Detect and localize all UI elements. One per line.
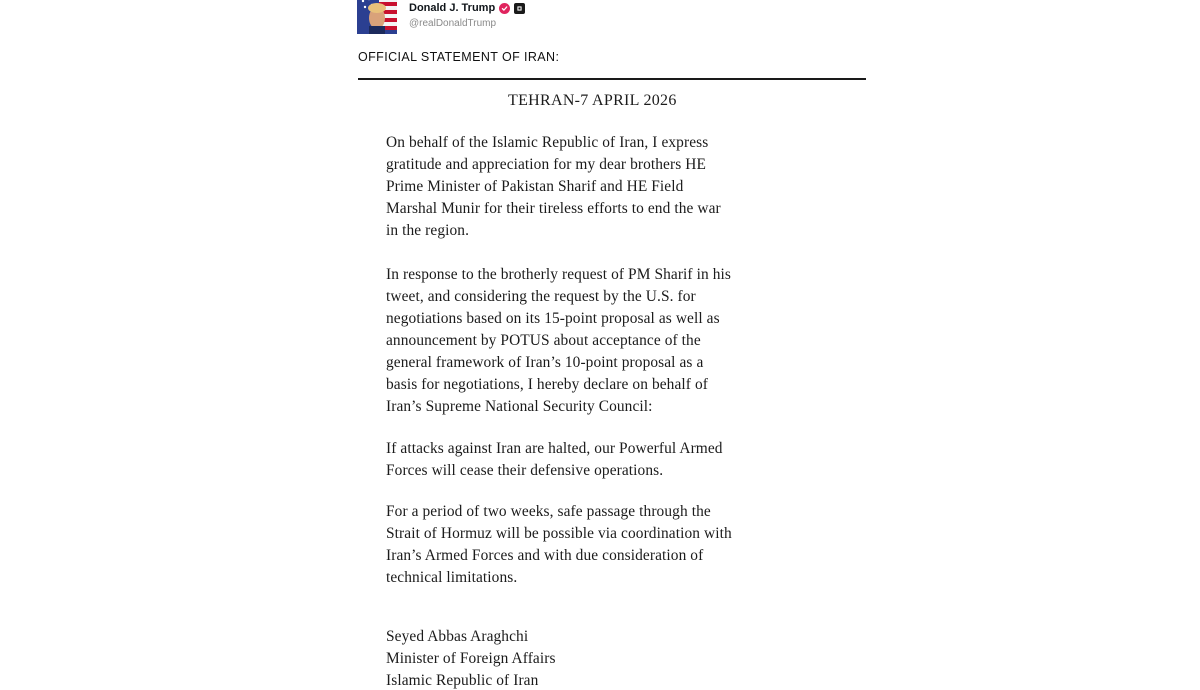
statement-line: On behalf of the Islamic Republic of Iran, I express (386, 134, 708, 152)
author-display-name[interactable]: Donald J. Trump (409, 1, 495, 15)
post-text: OFFICIAL STATEMENT OF IRAN: (358, 49, 559, 65)
verified-check-icon (499, 3, 510, 14)
statement-line: basis for negotiations, I hereby declare on behalf of (386, 376, 708, 394)
statement-line: In response to the brotherly request of PM Sharif in his (386, 266, 731, 284)
statement-line: Prime Minister of Pakistan Sharif and HE Field (386, 178, 683, 196)
affiliate-badge-icon (514, 3, 525, 14)
statement-line: Iran’s Armed Forces and with due consideration of (386, 547, 703, 565)
post-header (357, 0, 877, 36)
signatory-organization: Islamic Republic of Iran (386, 672, 538, 690)
statement-line: announcement by POTUS about acceptance of the (386, 332, 701, 350)
statement-line: tweet, and considering the request by the U.S. for (386, 288, 696, 306)
statement-line: Strait of Hormuz will be possible via coordination with (386, 525, 732, 543)
statement-line: gratitude and appreciation for my dear brothers HE (386, 156, 706, 174)
statement-line: in the region. (386, 222, 469, 240)
statement-line: Forces will cease their defensive operations. (386, 462, 663, 480)
statement-line: Marshal Munir for their tireless efforts to end the war (386, 200, 721, 218)
statement-line: technical limitations. (386, 569, 517, 587)
statement-line: general framework of Iran’s 10-point proposal as a (386, 354, 703, 372)
author-name-row (409, 1, 525, 15)
signatory-name: Seyed Abbas Araghchi (386, 628, 528, 646)
author-handle[interactable]: @realDonaldTrump (409, 17, 496, 30)
avatar[interactable] (357, 0, 397, 34)
statement-line: For a period of two weeks, safe passage through the (386, 503, 711, 521)
statement-line: negotiations based on its 15-point proposal as well as (386, 310, 720, 328)
statement-divider (358, 78, 866, 80)
avatar-flag-portrait-icon (357, 0, 397, 34)
statement-line: If attacks against Iran are halted, our Powerful Armed (386, 440, 723, 458)
statement-dateline: TEHRAN-7 APRIL 2026 (508, 92, 677, 110)
statement-line: Iran’s Supreme National Security Council: (386, 398, 653, 416)
signatory-title: Minister of Foreign Affairs (386, 650, 556, 668)
